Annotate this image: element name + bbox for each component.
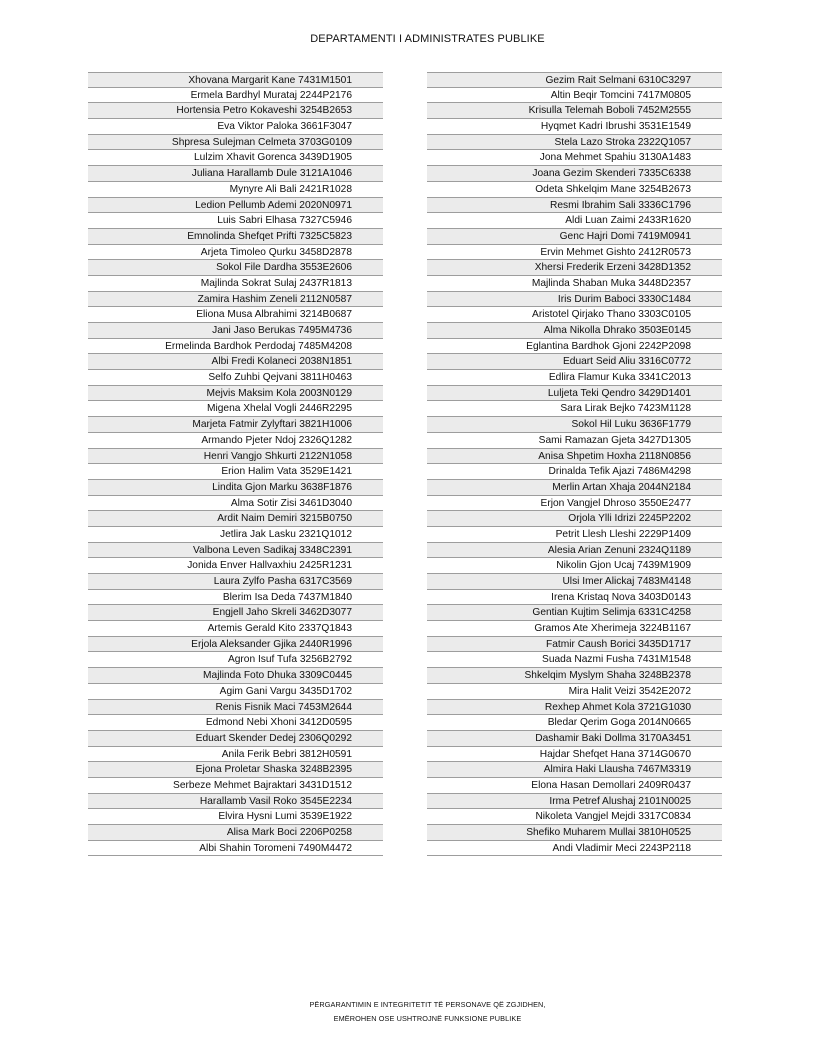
list-item: Sara Lirak Bejko 7423M1128: [427, 401, 722, 417]
list-item: Elona Hasan Demollari 2409R0437: [427, 778, 722, 794]
list-item: Xhersi Frederik Erzeni 3428D1352: [427, 260, 722, 276]
list-item: Engjell Jaho Skreli 3462D3077: [88, 605, 383, 621]
list-item: Xhovana Margarit Kane 7431M1501: [88, 72, 383, 88]
list-item: Anila Ferik Bebri 3812H0591: [88, 747, 383, 763]
list-item: Irena Kristaq Nova 3403D0143: [427, 590, 722, 606]
list-item: Orjola Ylli Idrizi 2245P2202: [427, 511, 722, 527]
list-item: Hortensia Petro Kokaveshi 3254B2653: [88, 103, 383, 119]
list-item: Nikoleta Vangjel Mejdi 3317C0834: [427, 809, 722, 825]
list-item: Ledion Pellumb Ademi 2020N0971: [88, 198, 383, 214]
page-title: DEPARTAMENTI I ADMINISTRATES PUBLIKE: [310, 33, 545, 45]
list-item: Resmi Ibrahim Sali 3336C1796: [427, 198, 722, 214]
list-item: Alma Nikolla Dhrako 3503E0145: [427, 323, 722, 339]
list-item: Mejvis Maksim Kola 2003N0129: [88, 386, 383, 402]
list-item: Erion Halim Vata 3529E1421: [88, 464, 383, 480]
list-item: Krisulla Telemah Boboli 7452M2555: [427, 103, 722, 119]
list-item: Bledar Qerim Goga 2014N0665: [427, 715, 722, 731]
list-item: Majlinda Sokrat Sulaj 2437R1813: [88, 276, 383, 292]
footer-line-2: EMËROHEN OSE USHTROJNË FUNKSIONE PUBLIKE: [333, 1014, 522, 1023]
list-item: Rexhep Ahmet Kola 3721G1030: [427, 700, 722, 716]
list-item: Aristotel Qirjako Thano 3303C0105: [427, 307, 722, 323]
list-item: Serbeze Mehmet Bajraktari 3431D1512: [88, 778, 383, 794]
list-item: Dashamir Baki Dollma 3170A3451: [427, 731, 722, 747]
list-item: Selfo Zuhbi Qejvani 3811H0463: [88, 370, 383, 386]
list-item: Andi Vladimir Meci 2243P2118: [427, 841, 722, 857]
list-item: Alma Sotir Zisi 3461D3040: [88, 496, 383, 512]
list-item: Erjola Aleksander Gjika 2440R1996: [88, 637, 383, 653]
list-item: Majlinda Foto Dhuka 3309C0445: [88, 668, 383, 684]
list-item: Marjeta Fatmir Zylyftari 3821H1006: [88, 417, 383, 433]
list-item: Edmond Nebi Xhoni 3412D0595: [88, 715, 383, 731]
list-item: Emnolinda Shefqet Prifti 7325C5823: [88, 229, 383, 245]
list-item: Sokol File Dardha 3553E2606: [88, 260, 383, 276]
list-item: Merlin Artan Xhaja 2044N2184: [427, 480, 722, 496]
list-item: Ervin Mehmet Gishto 2412R0573: [427, 245, 722, 261]
list-item: Juliana Harallamb Dule 3121A1046: [88, 166, 383, 182]
list-item: Laura Zylfo Pasha 6317C3569: [88, 574, 383, 590]
list-item: Jona Mehmet Spahiu 3130A1483: [427, 150, 722, 166]
list-item: Alesia Arian Zenuni 2324Q1189: [427, 543, 722, 559]
list-item: Agron Isuf Tufa 3256B2792: [88, 652, 383, 668]
list-item: Jani Jaso Berukas 7495M4736: [88, 323, 383, 339]
list-item: Genc Hajri Domi 7419M0941: [427, 229, 722, 245]
list-item: Gentian Kujtim Selimja 6331C4258: [427, 605, 722, 621]
list-item: Jonida Enver Hallvaxhiu 2425R1231: [88, 558, 383, 574]
list-item: Albi Fredi Kolaneci 2038N1851: [88, 354, 383, 370]
list-item: Valbona Leven Sadikaj 3348C2391: [88, 543, 383, 559]
list-item: Ermela Bardhyl Murataj 2244P2176: [88, 88, 383, 104]
list-item: Anisa Shpetim Hoxha 2118N0856: [427, 449, 722, 465]
list-item: Harallamb Vasil Roko 3545E2234: [88, 794, 383, 810]
left-name-list: [88, 72, 383, 856]
list-item: Armando Pjeter Ndoj 2326Q1282: [88, 433, 383, 449]
list-item: Irma Petref Alushaj 2101N0025: [427, 794, 722, 810]
list-item: Sokol Hil Luku 3636F1779: [427, 417, 722, 433]
list-item: Shpresa Sulejman Celmeta 3703G0109: [88, 135, 383, 151]
list-item: Luljeta Teki Qendro 3429D1401: [427, 386, 722, 402]
list-item: Erjon Vangjel Dhroso 3550E2477: [427, 496, 722, 512]
list-item: Eduart Seid Aliu 3316C0772: [427, 354, 722, 370]
list-item: Ardit Naim Demiri 3215B0750: [88, 511, 383, 527]
list-item: Arjeta Timoleo Qurku 3458D2878: [88, 245, 383, 261]
list-item: Gramos Ate Xherimeja 3224B1167: [427, 621, 722, 637]
list-item: Eliona Musa Albrahimi 3214B0687: [88, 307, 383, 323]
list-item: Alisa Mark Boci 2206P0258: [88, 825, 383, 841]
list-item: Joana Gezim Skenderi 7335C6338: [427, 166, 722, 182]
list-item: Nikolin Gjon Ucaj 7439M1909: [427, 558, 722, 574]
list-item: Almira Haki Llausha 7467M3319: [427, 762, 722, 778]
footer-line-1: PËRGARANTIMIN E INTEGRITETIT TË PERSONAVE QË ZGJIDHEN,: [309, 1000, 546, 1009]
list-item: Majlinda Shaban Muka 3448D2357: [427, 276, 722, 292]
list-item: Mira Halit Veizi 3542E2072: [427, 684, 722, 700]
list-item: Renis Fisnik Maci 7453M2644: [88, 700, 383, 716]
list-item: Odeta Shkelqim Mane 3254B2673: [427, 182, 722, 198]
list-item: Eva Viktor Paloka 3661F3047: [88, 119, 383, 135]
list-item: Jetlira Jak Lasku 2321Q1012: [88, 527, 383, 543]
list-item: Mynyre Ali Bali 2421R1028: [88, 182, 383, 198]
list-item: Ermelinda Bardhok Perdodaj 7485M4208: [88, 339, 383, 355]
list-item: Suada Nazmi Fusha 7431M1548: [427, 652, 722, 668]
list-item: Albi Shahin Toromeni 7490M4472: [88, 841, 383, 857]
list-item: Henri Vangjo Shkurti 2122N1058: [88, 449, 383, 465]
list-item: Sami Ramazan Gjeta 3427D1305: [427, 433, 722, 449]
list-item: Eduart Skender Dedej 2306Q0292: [88, 731, 383, 747]
list-item: Luis Sabri Elhasa 7327C5946: [88, 213, 383, 229]
list-item: Gezim Rait Selmani 6310C3297: [427, 72, 722, 88]
list-item: Shkelqim Myslym Shaha 3248B2378: [427, 668, 722, 684]
list-item: Zamira Hashim Zeneli 2112N0587: [88, 292, 383, 308]
list-item: Shefiko Muharem Mullai 3810H0525: [427, 825, 722, 841]
list-item: Lulzim Xhavit Gorenca 3439D1905: [88, 150, 383, 166]
list-item: Edlira Flamur Kuka 3341C2013: [427, 370, 722, 386]
list-item: Lindita Gjon Marku 3638F1876: [88, 480, 383, 496]
list-item: Blerim Isa Deda 7437M1840: [88, 590, 383, 606]
list-item: Ulsi Imer Alickaj 7483M4148: [427, 574, 722, 590]
list-item: Iris Durim Baboci 3330C1484: [427, 292, 722, 308]
list-item: Drinalda Tefik Ajazi 7486M4298: [427, 464, 722, 480]
list-item: Petrit Llesh Lleshi 2229P1409: [427, 527, 722, 543]
right-name-list: [427, 72, 722, 856]
list-item: Fatmir Caush Borici 3435D1717: [427, 637, 722, 653]
list-item: Ejona Proletar Shaska 3248B2395: [88, 762, 383, 778]
list-item: Aldi Luan Zaimi 2433R1620: [427, 213, 722, 229]
list-item: Artemis Gerald Kito 2337Q1843: [88, 621, 383, 637]
list-item: Stela Lazo Stroka 2322Q1057: [427, 135, 722, 151]
list-item: Elvira Hysni Lumi 3539E1922: [88, 809, 383, 825]
list-item: Eglantina Bardhok Gjoni 2242P2098: [427, 339, 722, 355]
list-item: Hyqmet Kadri Ibrushi 3531E1549: [427, 119, 722, 135]
list-item: Hajdar Shefqet Hana 3714G0670: [427, 747, 722, 763]
list-item: Altin Beqir Tomcini 7417M0805: [427, 88, 722, 104]
list-item: Migena Xhelal Vogli 2446R2295: [88, 401, 383, 417]
list-item: Agim Gani Vargu 3435D1702: [88, 684, 383, 700]
